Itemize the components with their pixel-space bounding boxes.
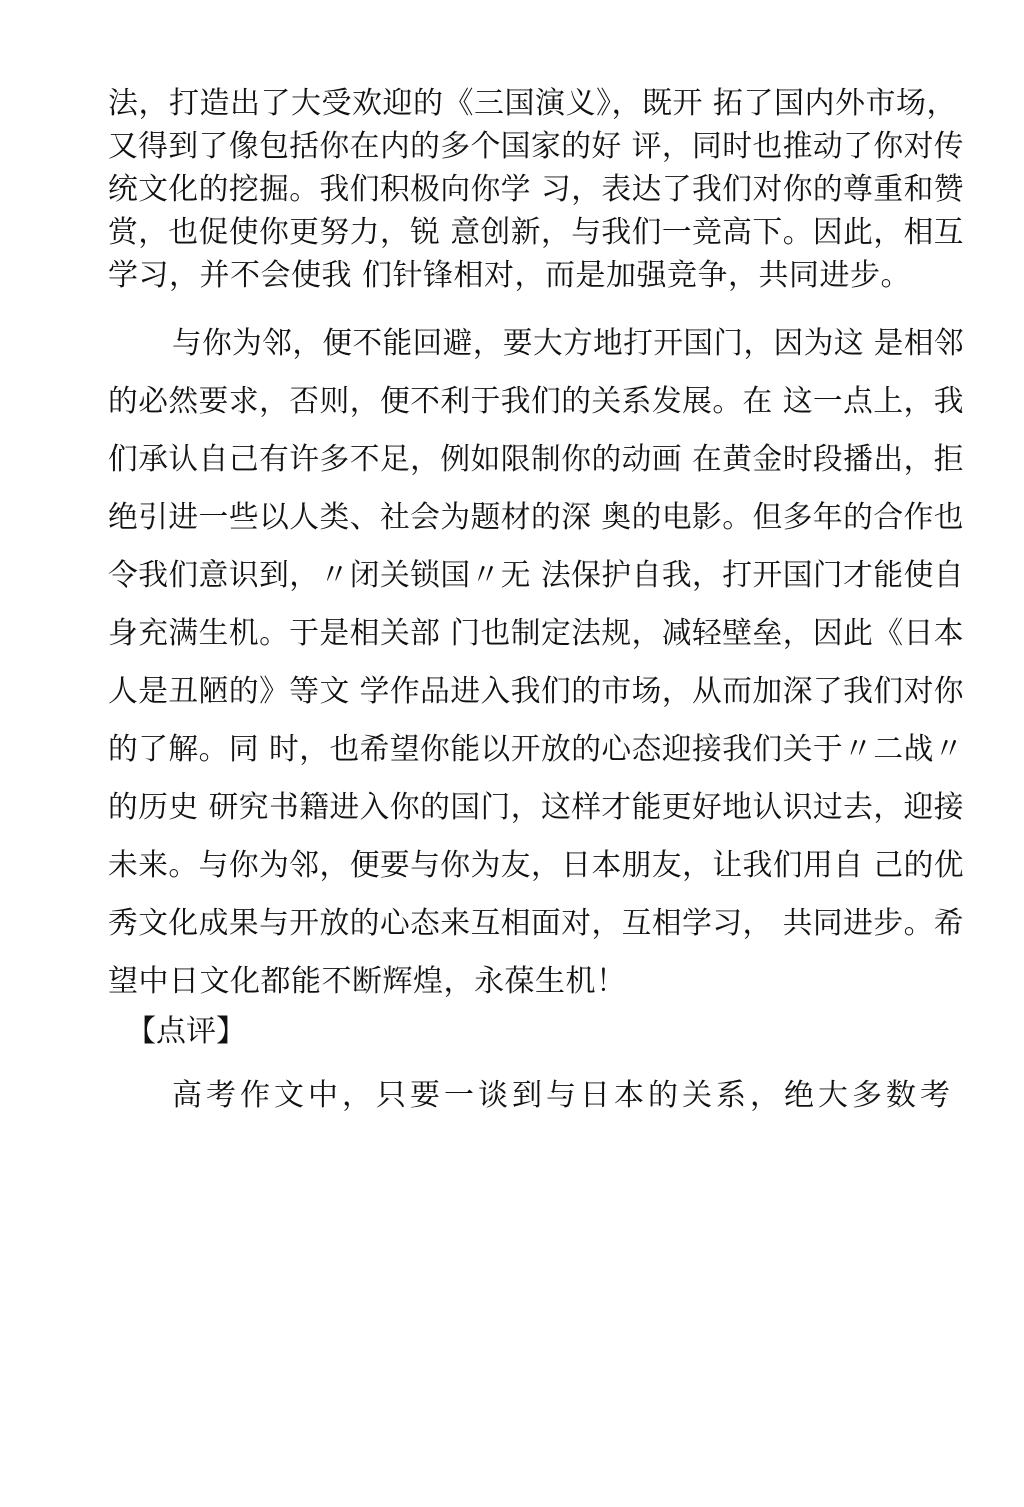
paragraph-2-line: 的历史 研究书籍进入你的国门，这样才能更好地认识过去，迎接: [108, 790, 965, 825]
paragraph-2-line: 秀文化成果与开放的心态来互相面对，互相学习， 共同进步。希: [108, 906, 965, 941]
comment-heading: 【点评】: [126, 1014, 246, 1049]
paragraph-1-line: 统文化的挖掘。我们积极向你学 习，表达了我们对你的尊重和赞: [108, 172, 965, 207]
paragraph-2-line: 未来。与你为邻，便要与你为友，日本朋友，让我们用自 己的优: [108, 848, 965, 883]
paragraph-2-line: 望中日文化都能不断辉煌，永葆生机！: [108, 964, 627, 999]
paragraph-1-line: 法，打造出了大受欢迎的《三国演义》，既开 拓了国内外市场，: [108, 86, 958, 121]
paragraph-1-line: 赏，也促使你更努力，锐 意创新，与我们一竞高下。因此，相互: [108, 215, 965, 250]
paragraph-2-line: 身充满生机。于是相关部 门也制定法规，减轻壁垒，因此《日本: [108, 616, 965, 651]
paragraph-2-line: 令我们意识到，〃闭关锁国〃无 法保护自我，打开国门才能使自: [108, 558, 965, 593]
paragraph-2-line: 的了解。同 时，也希望你能以开放的心态迎接我们关于〃二战〃: [108, 732, 965, 767]
paragraph-2-line: 与你为邻，便不能回避，要大方地打开国门，因为这 是相邻: [172, 326, 965, 361]
paragraph-1-line: 学习，并不会使我 们针锋相对，而是加强竞争，共同进步。: [108, 258, 912, 293]
paragraph-2-line: 们承认自己有许多不足，例如限制你的动画 在黄金时段播出，拒: [108, 442, 965, 477]
paragraph-2-line: 人是丑陋的》等文 学作品进入我们的市场，从而加深了我们对你: [108, 674, 965, 709]
paragraph-2-line: 的必然要求，否则，便不利于我们的关系发展。在 这一点上，我: [108, 384, 965, 419]
comment-text-line: 高考作文中，只要一谈到与日本的关系，绝大多数考: [172, 1078, 954, 1113]
paragraph-1-line: 又得到了像包括你在内的多个国家的好 评，同时也推动了你对传: [108, 129, 965, 164]
paragraph-2-line: 绝引进一些以人类、社会为题材的深 奥的电影。但多年的合作也: [108, 500, 965, 535]
